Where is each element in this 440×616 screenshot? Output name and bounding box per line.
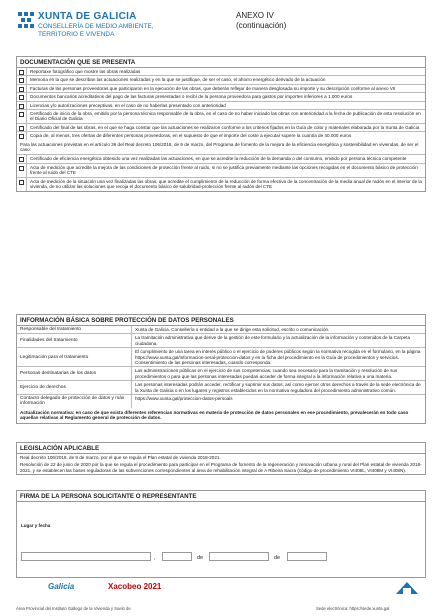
document-row — [17, 76, 425, 84]
document-row — [17, 132, 425, 139]
document-row — [17, 68, 425, 76]
data-protection-label: Legitimación para el tratamiento — [17, 348, 132, 366]
footer-sede-link[interactable]: Sede electrónica: https://sede.xunta.gal — [316, 606, 390, 611]
data-protection-label: Ejercicio de derechos — [17, 381, 132, 394]
document-label: Facturas de las personas proveedoras que participaron en la ejecución de las obras, que deberán reflejar de manera desglosada su importe y su descripción conforme al anexo VII — [30, 85, 396, 91]
document-label: Certificado de inicio de la obra, emitido por la persona técnica responsable de la obra, en el caso de no haber iniciado las obras con anterioridad a la fecha de publicación de esta resolución en el Diario Oficial de Galicia — [30, 111, 421, 122]
legislation-p1: Real decreto 106/2018, de 9 de marzo, por el que se regula el Plan estatal de vivienda 2018-2021. — [20, 455, 221, 460]
legislation-title: LEGISLACIÓN APLICABLE — [17, 443, 425, 454]
document-label: Reportaxe fotográfico que mostre las obras realizadas — [30, 69, 141, 74]
footer-area-text: Área Provincial del Instituto Gallego de la Vivienda y Suelo de — [16, 606, 131, 611]
data-protection-section — [16, 314, 426, 424]
document-label: Licencias y/o autorizaciones preceptivas, en el caso de no haberlas presentado con anterioridad — [30, 102, 226, 108]
data-protection-value: Las administraciones públicas en el ejercicio de sus competencias, cuando sea necesario para la tramitación y resolución de sus procedimientos o para que las personas interesadas puedan acceder de forma integral a la información relativa a una materia. — [135, 368, 398, 379]
data-protection-row — [17, 348, 425, 367]
document-row — [17, 110, 425, 124]
document-label: Certificado del final de las obras, en el que se haga constar que las actuaciones se realizaron conforme a los criterios fijados en la Guía de color y materiales elaborada por la Xunta de Galicia — [30, 124, 420, 130]
annex-label: ANEXO IV (continuación) — [236, 11, 287, 30]
document-row — [17, 102, 425, 110]
data-protection-row — [17, 367, 425, 381]
data-protection-label: Finalidades del tratamiento — [17, 334, 132, 347]
document-checkbox[interactable] — [17, 93, 27, 100]
document-label: Acta de medición que acredite la mejora de las condiciones de protección frente al ruido, si no se justifica previamente mediante las opciones recogidas en el documento básico de protección frente al ruido del CTE — [30, 164, 418, 176]
document-label: Memoria en la que se describan las actuaciones realizadas y en la que se justifique, de ser el caso, el ahorro energético derivado de la actuación — [30, 77, 326, 83]
day-input[interactable] — [162, 552, 192, 561]
data-protection-row — [17, 326, 425, 334]
data-protection-label: Responsable del tratamiento — [17, 326, 132, 333]
data-protection-title: INFORMACIÓN BÁSICA SOBRE PROTECCIÓN DE DATOS PERSONALES — [17, 315, 425, 326]
data-protection-note: Actualización normativa: en caso de que exista diferentes referencias normativas en materia de protección de datos personales en ese procedimiento, prevalecerán en todo caso aquellas relativas al Reglamento general de protección de datos. — [20, 409, 409, 421]
documentation-section — [16, 56, 426, 192]
data-protection-value: La tramitación administrativa que derive de la gestión de este formulario y la actualización de la información y contenidos de la Carpeta ciudadana. — [135, 335, 411, 346]
document-row — [17, 93, 425, 101]
data-protection-value: Xunta de Galicia. Consellería o entidad a la que se dirige esta solicitud, escrito o comunicación. — [135, 327, 330, 332]
document-checkbox[interactable] — [17, 164, 27, 177]
legislation-p2: Resolución de 22 de junio de 2020 por la que se regula el procedimiento para participar en el Programa de fomento de la regeneración y renovación urbana y rural del Plan estatal de vivienda 2018-2021, y se establecen las bases reguladoras de las subvenciones correspondientes al área de rehabilitación integral de A Ribeira Sacra (código de procedimiento VI408L, VI408M y VI408N). — [20, 462, 422, 473]
data-protection-value: https://www.xunta.gal/proteccion-datos-persoais — [135, 396, 233, 402]
data-protection-row — [17, 395, 425, 408]
page-footer — [16, 578, 426, 616]
document-label: Documentos bancarios acreditativos del pago de las facturas presentadas o recibí de la persona proveedora para gastos por importes inferiores a 1.000 euros — [30, 94, 353, 100]
document-label: Acta de medición de la situación una vez finalizadas las obras, que acredite el cumplimiento de la reducción de forma efectiva de la concentración de la media anual de radón en el interior de la vivienda, de no utilizar las soluciones que recoja el documento básico de salubridad-protección frente al radón del CTE — [30, 178, 422, 190]
data-protection-row — [17, 334, 425, 348]
year-input[interactable] — [287, 552, 327, 561]
document-checkbox[interactable] — [17, 110, 27, 123]
document-row — [17, 124, 425, 132]
document-label: Copia de, al menos, tres ofertas de diferentes personas proveedoras, en el supuesto de que el importe del coste a ejecutar supere la cuantía de 40.000 euros — [30, 133, 352, 139]
page-header — [16, 8, 426, 52]
data-protection-row — [17, 381, 425, 395]
logo-subtitle: CONSELLERÍA DE MEDIO AMBIENTE, TERRITORIO E VIVENDA — [38, 23, 154, 38]
documentation-paragraph: Para las actuaciones previstas en el artículo 36 del Real decreto 106/2018, de 9 de marzo, del Programa de fomento de la mejora de la eficiencia energética y sostenibilidad en viviendas, de ser el caso: — [17, 140, 425, 156]
legislation-section — [16, 442, 426, 475]
logo-title: XUNTA DE GALICIA — [38, 11, 137, 22]
data-protection-label: Contacto delegado de protección de datos y más información — [17, 395, 132, 408]
place-input[interactable] — [21, 552, 151, 561]
document-checkbox[interactable] — [17, 85, 27, 92]
xacobeo-logo: Xacobeo 2021 — [108, 582, 162, 591]
documentation-title: DOCUMENTACIÓN QUE SE PRESENTA — [17, 57, 425, 68]
document-checkbox[interactable] — [17, 132, 27, 139]
document-checkbox[interactable] — [17, 68, 27, 75]
xunta-emblem-icon — [16, 10, 36, 32]
document-checkbox[interactable] — [17, 178, 27, 191]
galicia-logo: Galicia — [48, 582, 75, 591]
document-checkbox[interactable] — [17, 102, 27, 109]
document-label: Certificado de eficiencia energética obtenido una vez realizadas las actuaciones, en que se acredite la reducción de la demanda o del consumo, emitido por persona técnica competente — [30, 156, 407, 162]
signature-title: FIRMA DE LA PERSONA SOLICITANTE O REPRESENTANTE — [17, 491, 425, 502]
document-row — [17, 155, 425, 163]
place-date-label: Lugar y fecha — [21, 523, 51, 528]
document-row — [17, 85, 425, 93]
month-input[interactable] — [209, 552, 269, 561]
institute-logo-icon — [394, 578, 420, 598]
data-protection-label: Personas destinatarias de los datos — [17, 367, 132, 380]
document-row — [17, 178, 425, 191]
document-row — [17, 164, 425, 178]
signature-section: FIRMA DE LA PERSONA SOLICITANTE O REPRESENTANTE Lugar y fecha , de de — [16, 490, 426, 578]
document-checkbox[interactable] — [17, 155, 27, 162]
document-checkbox[interactable] — [17, 76, 27, 83]
document-checkbox[interactable] — [17, 124, 27, 131]
data-protection-value: El cumplimiento de una tarea en interés público o el ejercicio de poderes públicos según la normativa recogida en el formulario, en la página https://www.xunta.gal/informacion-xeral-proteccion-datos y en la ficha del procedimiento en la Guía de procedimientos y servicios. Consentimiento de las personas interesadas, cuando corresponda. — [135, 349, 421, 366]
data-protection-value: Las personas interesadas podrán acceder, rectificar y suprimir sus datos, así como ejercer otros derechos a través de la sede electrónica de la Xunta de Galicia o en los lugares y registros establecidos en la normativa reguladora del procedimiento administrativo común. — [135, 382, 421, 393]
